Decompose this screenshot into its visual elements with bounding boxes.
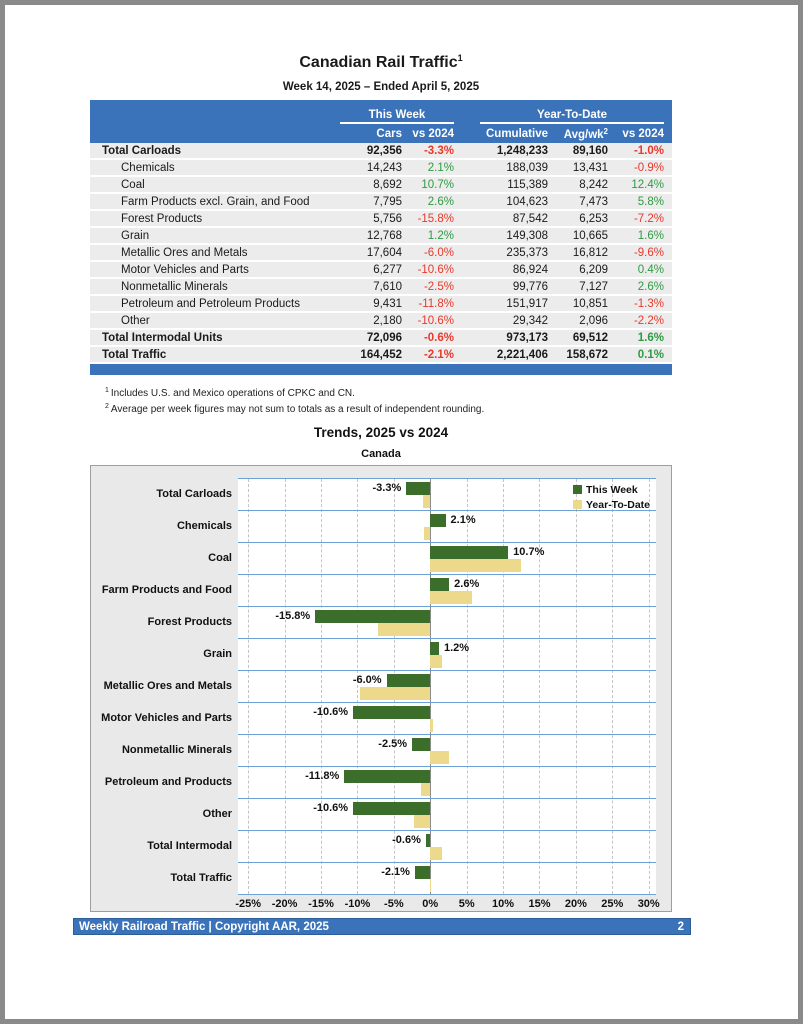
footnote-2-marker: 2 (105, 403, 109, 410)
bar-this-week (315, 610, 430, 623)
avgwk-value: 7,127 (579, 280, 608, 293)
ytd-vs2024-value: 2.6% (637, 280, 664, 293)
page-title (90, 53, 672, 72)
footnote-1 (105, 387, 355, 399)
chart-x-axis (235, 898, 660, 912)
week-vs2024-value: -6.0% (423, 246, 454, 259)
bar-value-label: -2.1% (381, 866, 410, 878)
cumulative-value: 235,373 (506, 246, 548, 259)
bar-this-week (344, 770, 430, 783)
ytd-vs2024-value: -0.9% (633, 161, 664, 174)
bar-value-label: 2.1% (450, 514, 476, 526)
column-header-cars: Cars (376, 127, 402, 140)
page-title-text: Canadian Rail Traffic (299, 54, 458, 71)
bar-value-label: -10.6% (313, 706, 349, 718)
chart-row (238, 671, 656, 703)
bar-value-label: -2.5% (378, 738, 408, 750)
avgwk-value: 13,431 (572, 161, 608, 174)
bar-value-label: 2.6% (454, 578, 480, 590)
chart-category-label: Total Intermodal (147, 840, 232, 852)
cars-value: 7,795 (373, 195, 402, 208)
row-label: Petroleum and Petroleum Products (121, 297, 300, 310)
avgwk-value: 6,253 (579, 212, 608, 225)
avgwk-value: 158,672 (566, 348, 608, 361)
week-vs2024-value: -11.8% (418, 297, 454, 310)
row-label: Farm Products excl. Grain, and Food (121, 195, 310, 208)
column-header-wk-vs2024: vs 2024 (412, 127, 454, 140)
row-label: Total Carloads (102, 144, 182, 157)
chart-title: Trends, 2025 vs 2024 (313, 425, 449, 440)
cars-value: 72,096 (366, 331, 402, 344)
cars-value: 17,604 (366, 246, 402, 259)
bar-value-label: 1.2% (443, 642, 470, 654)
bar-value-label: -3.3% (372, 482, 402, 494)
avgwk-footnote-marker: 2 (603, 126, 608, 136)
table-row (90, 177, 672, 194)
footnote-1-marker: 1 (105, 387, 109, 394)
footer-page-number: 2 (677, 920, 684, 933)
column-header-cumulative: Cumulative (486, 127, 548, 140)
avgwk-value: 69,512 (572, 331, 608, 344)
chart-row (238, 767, 656, 799)
column-header-avgwk-text: Avg/wk (563, 128, 604, 141)
chart-category-label: Farm Products and Food (101, 584, 232, 596)
bar-value-label: -10.6% (313, 802, 349, 814)
row-label: Total Traffic (102, 348, 167, 361)
cumulative-value: 151,917 (506, 297, 548, 310)
ytd-vs2024-value: -2.2% (633, 314, 664, 327)
legend-swatch-this-week (573, 485, 582, 494)
table-row (90, 313, 672, 330)
chart-category-label: Motor Vehicles and Parts (101, 712, 232, 724)
table-header (90, 100, 672, 143)
chart-row (238, 575, 656, 607)
cumulative-value: 1,248,233 (496, 144, 548, 157)
bar-this-week (430, 642, 439, 655)
bar-value-label: -6.0% (352, 674, 382, 686)
week-vs2024-value: -0.6% (423, 331, 454, 344)
cars-value: 12,768 (366, 229, 402, 242)
legend-entry-this-week (573, 482, 650, 497)
bar-value-label: -11.8% (305, 770, 340, 782)
avgwk-value: 6,209 (579, 263, 608, 276)
axis-tick-label: 15% (528, 898, 551, 910)
cars-value: 6,277 (373, 263, 402, 276)
week-vs2024-value: -10.6% (417, 263, 454, 276)
row-label: Nonmetallic Minerals (121, 280, 228, 293)
table-footer-band (90, 364, 672, 375)
week-vs2024-value: 2.1% (427, 161, 454, 174)
cumulative-value: 149,308 (506, 229, 548, 242)
ytd-vs2024-value: -9.6% (633, 246, 664, 259)
page-footer (73, 918, 691, 935)
bar-this-week (415, 866, 430, 879)
bar-this-week (426, 834, 430, 847)
cumulative-value: 99,776 (512, 280, 548, 293)
avgwk-value: 10,665 (572, 229, 608, 242)
chart-legend (573, 482, 650, 512)
cumulative-value: 29,342 (512, 314, 548, 327)
chart-subtitle: Canada (361, 448, 401, 460)
cars-value: 92,356 (366, 144, 402, 157)
cumulative-value: 115,389 (507, 178, 548, 191)
bar-this-week (353, 802, 430, 815)
table-row (90, 245, 672, 262)
cars-value: 164,452 (360, 348, 402, 361)
chart-category-label: Metallic Ores and Metals (103, 680, 232, 692)
table-column-header-row (90, 124, 672, 143)
axis-tick-label: -5% (384, 898, 404, 910)
page-subtitle: Week 14, 2025 – Ended April 5, 2025 (282, 81, 480, 93)
row-label: Total Intermodal Units (102, 331, 223, 344)
cumulative-value: 188,039 (506, 161, 548, 174)
axis-tick-label: -20% (271, 898, 298, 910)
cars-value: 9,431 (373, 297, 402, 310)
cumulative-value: 2,221,406 (496, 348, 548, 361)
week-vs2024-value: 10.7% (421, 178, 454, 191)
chart-category-label: Total Carloads (156, 488, 232, 500)
bar-year-to-date (378, 623, 430, 636)
chart-category-label: Total Traffic (170, 872, 232, 884)
row-label: Chemicals (121, 161, 175, 174)
table-group-header-row (90, 103, 672, 124)
chart-row (238, 831, 656, 863)
table-row (90, 330, 672, 347)
group-header-this-week: This Week (340, 109, 454, 124)
row-label: Motor Vehicles and Parts (121, 263, 249, 276)
axis-tick-label: 25% (601, 898, 624, 910)
axis-tick-label: -15% (308, 898, 334, 910)
axis-tick-label: -10% (344, 898, 371, 910)
table-row (90, 194, 672, 211)
chart-row (238, 799, 656, 831)
cars-value: 14,243 (366, 161, 402, 174)
row-label: Coal (121, 178, 145, 191)
avgwk-value: 7,473 (579, 195, 608, 208)
page-title-footnote-marker: 1 (457, 53, 463, 63)
legend-label-year-to-date: Year-To-Date (586, 498, 650, 511)
row-label: Metallic Ores and Metals (121, 246, 248, 259)
ytd-vs2024-value: 0.4% (637, 263, 664, 276)
table-row (90, 211, 672, 228)
ytd-vs2024-value: 1.6% (637, 229, 664, 242)
chart-category-label: Grain (203, 648, 232, 660)
week-vs2024-value: -10.6% (417, 314, 454, 327)
chart-row (238, 543, 656, 575)
table-row (90, 160, 672, 177)
footer-text: Weekly Railroad Traffic | Copyright AAR, 2025 (79, 920, 329, 933)
column-header-ytd-vs2024: vs 2024 (622, 127, 664, 140)
week-vs2024-value: -3.3% (423, 144, 454, 157)
chart-row (238, 639, 656, 671)
bar-year-to-date (430, 591, 472, 604)
ytd-vs2024-value: 5.8% (637, 195, 664, 208)
week-vs2024-value: 2.6% (427, 195, 454, 208)
avgwk-value: 10,851 (572, 297, 608, 310)
avgwk-value: 2,096 (579, 314, 608, 327)
bar-year-to-date (430, 751, 449, 764)
bar-value-label: 10.7% (513, 546, 545, 558)
table-row (90, 279, 672, 296)
legend-entry-ytd (573, 497, 650, 512)
table-row (90, 228, 672, 245)
table-row (90, 262, 672, 279)
bar-year-to-date (430, 719, 433, 732)
bar-value-label: -15.8% (275, 610, 311, 622)
table-body (90, 143, 672, 364)
bar-year-to-date (430, 655, 442, 668)
bar-this-week (353, 706, 430, 719)
chart-row (238, 735, 656, 767)
chart-plot-area (238, 478, 656, 894)
bar-year-to-date (421, 783, 430, 796)
chart-row (238, 703, 656, 735)
axis-tick-label: 20% (564, 898, 587, 910)
chart-category-label: Coal (208, 552, 232, 564)
footnote-1-text: Includes U.S. and Mexico operations of CPKC and CN. (110, 388, 355, 399)
bar-this-week (412, 738, 430, 751)
ytd-vs2024-value: 1.6% (637, 331, 664, 344)
table-row (90, 296, 672, 313)
bar-year-to-date (424, 527, 431, 540)
cumulative-value: 104,623 (506, 195, 548, 208)
row-label: Other (121, 314, 150, 327)
chart-category-label: Other (202, 808, 232, 820)
cars-value: 8,692 (373, 178, 402, 191)
chart-category-label: Nonmetallic Minerals (121, 744, 232, 756)
avgwk-value: 8,242 (579, 178, 608, 191)
ytd-vs2024-value: -1.3% (633, 297, 664, 310)
footnote-2 (105, 403, 484, 415)
cumulative-value: 87,542 (512, 212, 548, 225)
axis-tick-label: 0% (422, 898, 439, 910)
chart-category-label: Chemicals (176, 520, 232, 532)
ytd-vs2024-value: -7.2% (633, 212, 664, 225)
week-vs2024-value: -2.5% (423, 280, 454, 293)
axis-tick-label: 10% (492, 898, 515, 910)
ytd-vs2024-value: -1.0% (633, 144, 664, 157)
cumulative-value: 86,924 (512, 263, 548, 276)
axis-tick-label: 30% (637, 898, 660, 910)
bar-year-to-date (430, 847, 442, 860)
chart-row (238, 607, 656, 639)
cars-value: 2,180 (373, 314, 402, 327)
row-label: Forest Products (121, 212, 203, 225)
avgwk-value: 16,812 (572, 246, 608, 259)
bar-this-week (387, 674, 431, 687)
cumulative-value: 973,173 (506, 331, 548, 344)
avgwk-value: 89,160 (572, 144, 608, 157)
legend-label-this-week: This Week (586, 483, 638, 496)
bar-this-week (430, 546, 508, 559)
week-vs2024-value: -15.8% (417, 212, 454, 225)
bar-year-to-date (360, 687, 430, 700)
row-label: Grain (121, 229, 150, 242)
week-vs2024-value: -2.1% (423, 348, 454, 361)
axis-tick-label: 5% (458, 898, 475, 910)
table-row (90, 143, 672, 160)
rail-traffic-table (90, 100, 672, 375)
legend-swatch-year-to-date (573, 500, 582, 509)
chart-row (238, 863, 656, 895)
ytd-vs2024-value: 12.4% (631, 178, 664, 191)
week-vs2024-value: 1.2% (427, 229, 454, 242)
bar-this-week (406, 482, 430, 495)
bar-this-week (430, 514, 445, 527)
column-header-avgwk (552, 127, 612, 141)
bar-year-to-date (423, 495, 430, 508)
chart-category-label: Petroleum and Products (104, 776, 232, 788)
bar-year-to-date (430, 559, 520, 572)
bar-value-label: -0.6% (392, 834, 421, 846)
cars-value: 7,610 (373, 280, 402, 293)
axis-tick-label: -25% (235, 898, 262, 910)
report-page (5, 5, 798, 1019)
bar-year-to-date (414, 815, 430, 828)
group-header-year-to-date: Year-To-Date (480, 109, 664, 124)
bar-this-week (430, 578, 449, 591)
trends-chart (90, 465, 672, 912)
cars-value: 5,756 (373, 212, 402, 225)
table-row (90, 347, 672, 364)
bar-year-to-date (430, 879, 431, 892)
chart-category-label: Forest Products (147, 616, 232, 628)
ytd-vs2024-value: 0.1% (637, 348, 664, 361)
chart-row (238, 511, 656, 543)
footnote-2-text: Average per week figures may not sum to totals as a result of independent rounding. (110, 404, 485, 415)
